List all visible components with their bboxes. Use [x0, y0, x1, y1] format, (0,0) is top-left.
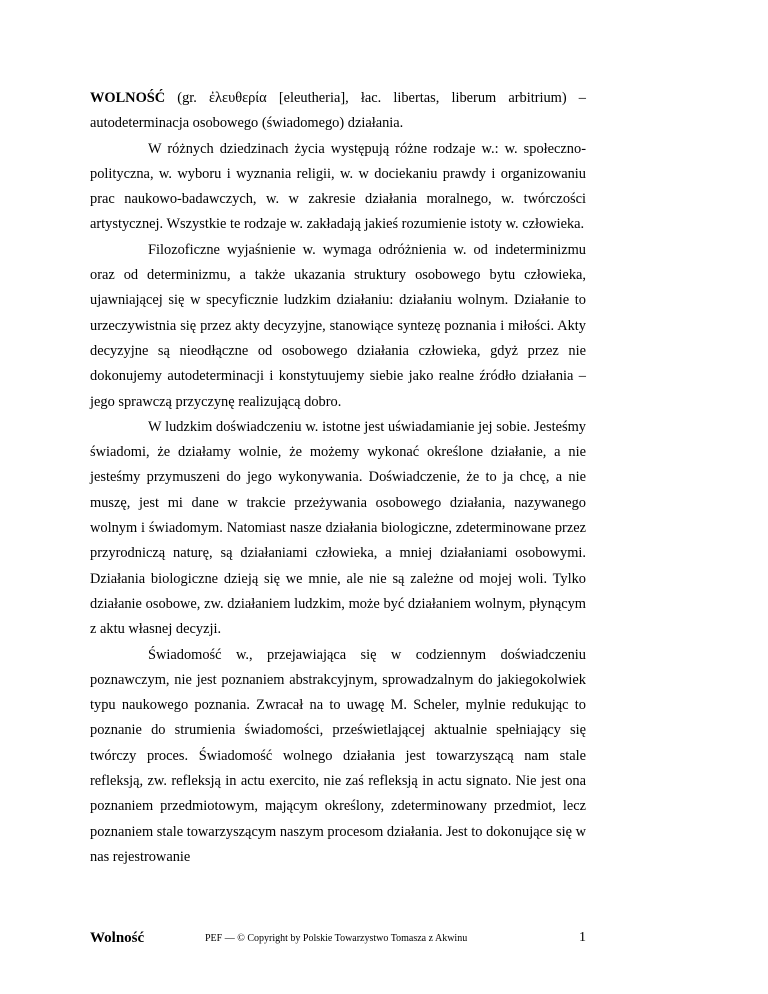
entry-definition-text: (gr. ἐλευθερία [eleutheria], łac. libertas, liberum arbitrium) – autodeterminacja osobowego (świadomego) działania. — [90, 90, 586, 132]
paragraph-3: W ludzkim doświadczeniu w. istotne jest uświadamianie jej sobie. Jesteśmy świadomi, że działamy wolnie, że możemy wykonać określone działanie, a nie jesteśmy przymuszeni do jego wykonywania. Doświadczenie, że to ja chcę, a nie muszę, jest mi dane w trakcie przeżywania osobowego działania, nazywanego wolnym i świadomym. Natomiast nasze działania biologiczne, zdeterminowane przez przyrodniczą naturę, są działaniami człowieka, a mniej działaniami osobowymi. Działania biologiczne dzieją się we mnie, ale nie są zależne od mojej woli. Tylko działanie osobowe, zw. działaniem ludzkim, może być działaniem wolnym, płynącym z aktu własnej decyzji. — [90, 418, 586, 638]
paragraph-4: Świadomość w., przejawiająca się w codziennym doświadczeniu poznawczym, nie jest poznaniem abstrakcyjnym, sprowadzalnym do jakiegokolwiek typu naukowego poznania. Zwracał na to uwagę M. Scheler, mylnie redukując to poznanie do strumienia świadomości, prześwietlającej aktualnie spełniający się twórczy proces. Świadomość wolnego działania jest towarzyszącą nam stale refleksją, zw. refleksją in actu exercito, nie zaś refleksją in actu signato. Nie jest ona poznaniem przedmiotowym, mającym określony, zdeterminowany przedmiot, lecz poznaniem stale towarzyszącym naszym procesom działania. Jest to dokonujące się w nas rejestrowanie — [90, 646, 586, 865]
footer-title: Wolność — [90, 930, 145, 946]
page-footer — [90, 930, 586, 954]
footer-copyright: PEF — © Copyright by Polskie Towarzystwo Tomasza z Akwinu — [205, 933, 468, 944]
entry-definition — [90, 86, 586, 137]
page-number: 1 — [579, 930, 586, 945]
paragraph-2: Filozoficzne wyjaśnienie w. wymaga odróżnienia w. od indeterminizmu oraz od determinizmu, a także ukazania struktury osobowego bytu człowieka, ujawniającej się w specyficznie ludzkim działaniu: działaniu wolnym. Działanie to urzeczywistnia się przez akty decyzyjne, stanowiące syntezę poznania i miłości. Akty decyzyjne są nieodłączne od osobowego działania człowieka, gdyż przez nie dokonujemy autodeterminacji i konstytuujemy siebie jako realne źródło działania – jego sprawczą przyczynę realizującą dobro. — [90, 241, 586, 410]
article-body — [90, 86, 586, 870]
entry-term: WOLNOŚĆ — [90, 90, 166, 106]
paragraph-1: W różnych dziedzinach życia występują różne rodzaje w.: w. społeczno-polityczna, w. wyboru i wyznania religii, w. w dociekaniu prawdy i organizowaniu prac naukowo-badawczych, w. w zakresie działania moralnego, w. twórczości artystycznej. Wszystkie te rodzaje w. zakładają jakieś rozumienie istoty w. człowieka. — [90, 140, 586, 233]
